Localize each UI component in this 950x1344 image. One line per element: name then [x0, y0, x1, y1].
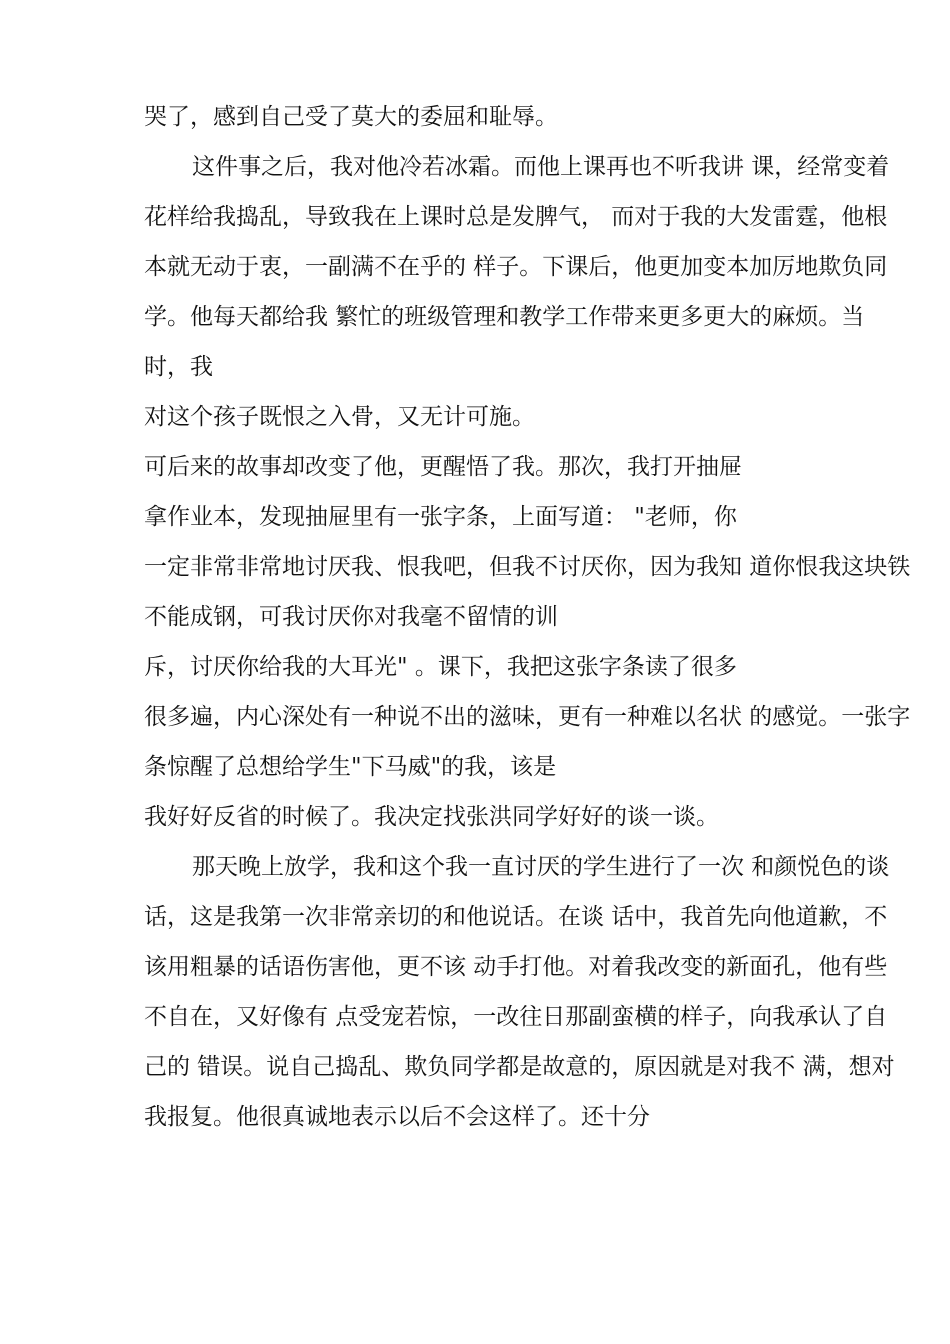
text-line: 一定非常非常地讨厌我、恨我吧，但我不讨厌你，因为我知 道你恨我这块铁 [144, 554, 911, 580]
text-line: 条惊醒了总想给学生"下马威"的我，该是 [144, 754, 557, 780]
text-line: 不自在，又好像有 点受宠若惊，一改往日那副蛮横的样子，向我承认了自 [144, 1004, 888, 1030]
text-line: 我报复。他很真诚地表示以后不会这样了。还十分 [144, 1104, 650, 1130]
text-line: 哭了，感到自己受了莫大的委屈和耻辱。 [144, 104, 558, 130]
text-line: 己的 错误。说自己捣乱、欺负同学都是故意的，原因就是对我不 满，想对 [144, 1054, 895, 1080]
text-line: 本就无动于衷，一副满不在乎的 样子。下课后，他更加变本加厉地欺负同 [144, 254, 888, 280]
text-line: 时，我 [144, 354, 213, 380]
text-line: 对这个孩子既恨之入骨，又无计可施。 [144, 404, 535, 430]
text-line: 不能成钢，可我讨厌你对我毫不留情的训 [144, 604, 558, 630]
text-line: 拿作业本，发现抽屉里有一张字条，上面写道： "老师，你 [144, 504, 737, 530]
text-line: 斥，讨厌你给我的大耳光" 。课下，我把这张字条读了很多 [144, 654, 737, 680]
text-line: 花样给我捣乱，导致我在上课时总是发脾气， 而对于我的大发雷霆，他根 [144, 204, 888, 230]
text-line: 话，这是我第一次非常亲切的和他说话。在谈 话中，我首先向他道歉，不 [144, 904, 888, 930]
text-line: 很多遍，内心深处有一种说不出的滋味，更有一种难以名状 的感觉。一张字 [144, 704, 911, 730]
text-line: 学。他每天都给我 繁忙的班级管理和教学工作带来更多更大的麻烦。当 [144, 304, 865, 330]
paragraph-start-line: 这件事之后，我对他冷若冰霜。而他上课再也不听我讲 课，经常变着 [192, 154, 890, 180]
text-line: 我好好反省的时候了。我决定找张洪同学好好的谈一谈。 [144, 804, 719, 830]
text-line: 该用粗暴的话语伤害他，更不该 动手打他。对着我改变的新面孔，他有些 [144, 954, 888, 980]
paragraph-start-line: 那天晚上放学，我和这个我一直讨厌的学生进行了一次 和颜悦色的谈 [192, 854, 890, 880]
text-line: 可后来的故事却改变了他，更醒悟了我。那次，我打开抽屉 [144, 454, 742, 480]
